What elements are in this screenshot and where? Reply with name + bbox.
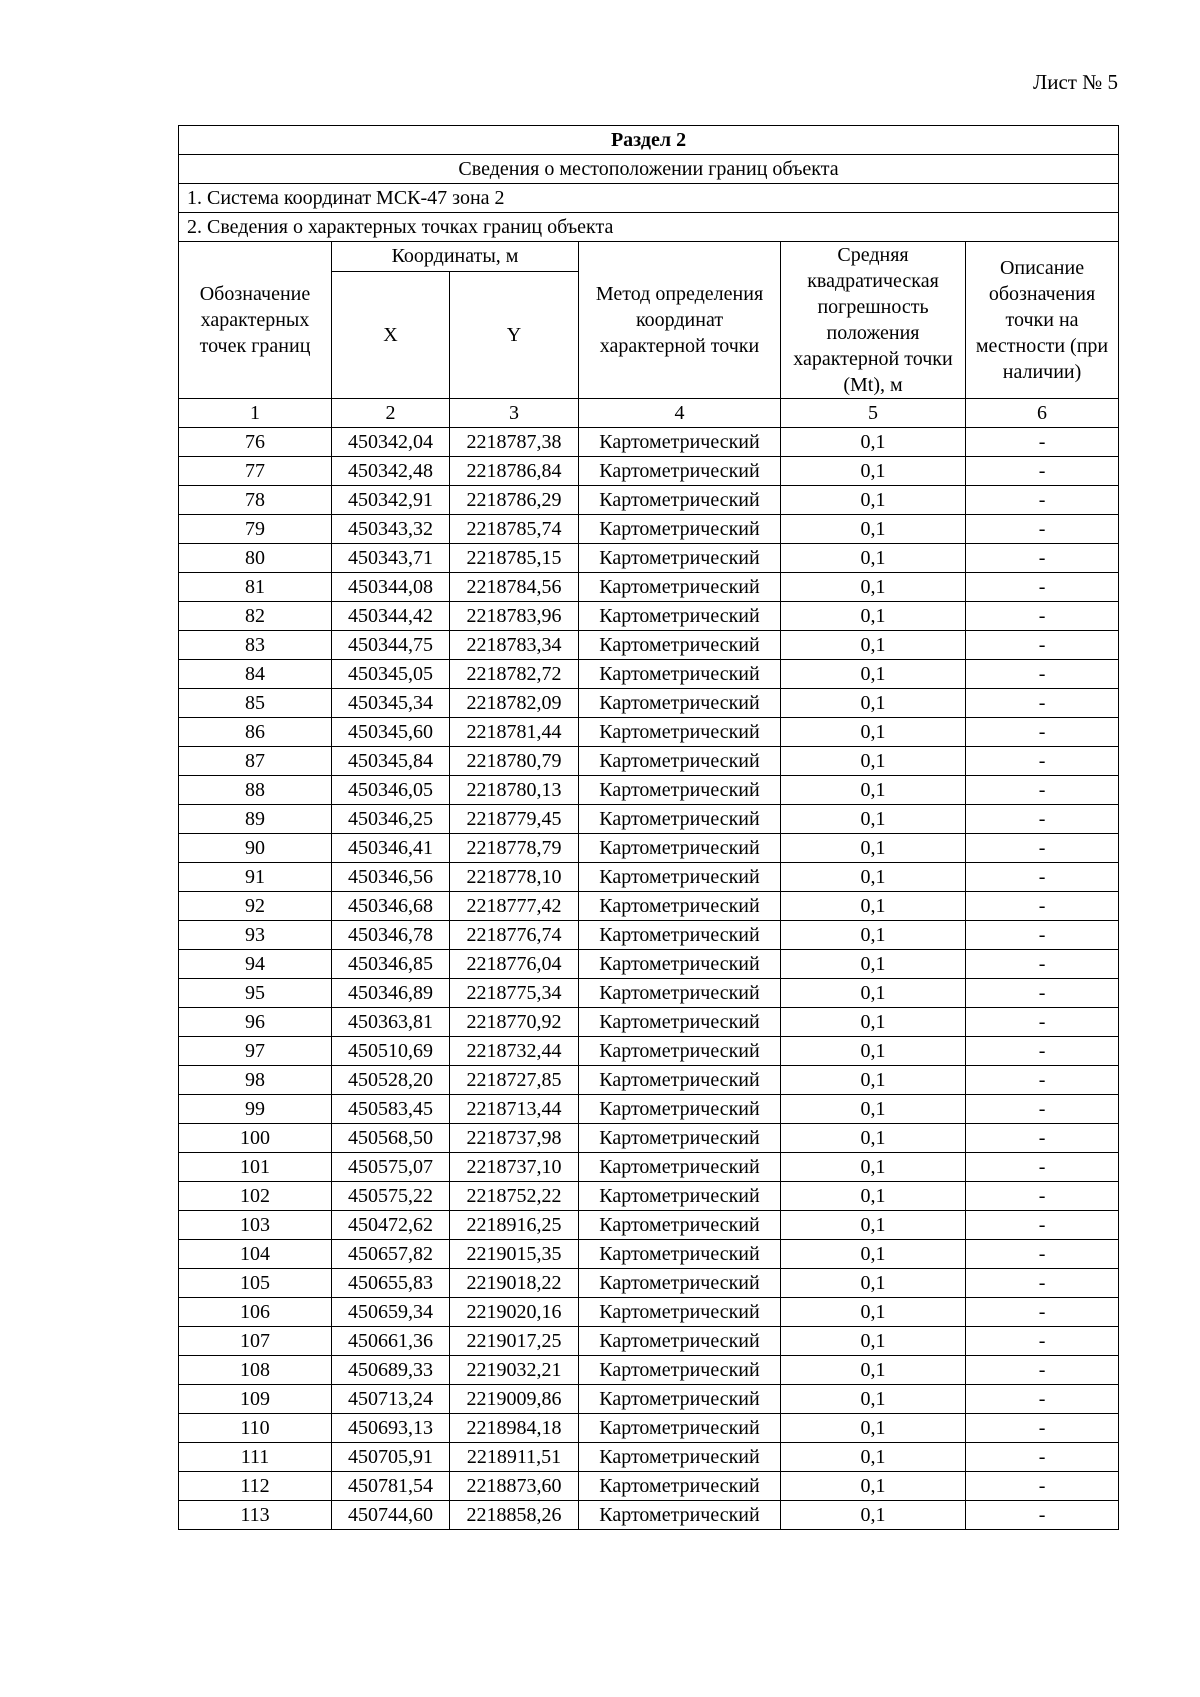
description-cell: - <box>966 428 1119 457</box>
point-number-cell: 102 <box>179 1182 332 1211</box>
description-cell: - <box>966 776 1119 805</box>
column-number: 2 <box>332 399 450 428</box>
point-number-cell: 79 <box>179 515 332 544</box>
error-cell: 0,1 <box>781 1153 966 1182</box>
description-cell: - <box>966 1066 1119 1095</box>
x-coordinate-cell: 450342,48 <box>332 457 450 486</box>
y-coordinate-cell: 2218777,42 <box>450 892 579 921</box>
table-row <box>179 544 1119 573</box>
table-row <box>179 1211 1119 1240</box>
description-cell: - <box>966 1472 1119 1501</box>
description-cell: - <box>966 892 1119 921</box>
method-cell: Картометрический <box>579 457 781 486</box>
x-coordinate-cell: 450346,41 <box>332 834 450 863</box>
table-row <box>179 428 1119 457</box>
x-coordinate-cell: 450575,22 <box>332 1182 450 1211</box>
x-coordinate-cell: 450744,60 <box>332 1501 450 1530</box>
x-coordinate-cell: 450346,05 <box>332 776 450 805</box>
description-cell: - <box>966 660 1119 689</box>
y-coordinate-cell: 2218770,92 <box>450 1008 579 1037</box>
description-cell: - <box>966 1240 1119 1269</box>
table-row <box>179 1269 1119 1298</box>
column-number: 6 <box>966 399 1119 428</box>
description-cell: - <box>966 602 1119 631</box>
table-row <box>179 776 1119 805</box>
point-number-cell: 101 <box>179 1153 332 1182</box>
table-row <box>179 747 1119 776</box>
table-row <box>179 602 1119 631</box>
point-number-cell: 100 <box>179 1124 332 1153</box>
description-cell: - <box>966 979 1119 1008</box>
table-row <box>179 1472 1119 1501</box>
table-row <box>179 1298 1119 1327</box>
x-coordinate-cell: 450659,34 <box>332 1298 450 1327</box>
table-row <box>179 863 1119 892</box>
point-number-cell: 104 <box>179 1240 332 1269</box>
point-number-cell: 105 <box>179 1269 332 1298</box>
error-cell: 0,1 <box>781 1037 966 1066</box>
method-cell: Картометрический <box>579 1385 781 1414</box>
header-method: Метод определения координат характерной точки <box>579 242 781 399</box>
error-cell: 0,1 <box>781 921 966 950</box>
method-cell: Картометрический <box>579 979 781 1008</box>
boundary-points-table <box>178 125 1119 1530</box>
error-cell: 0,1 <box>781 1182 966 1211</box>
column-number: 4 <box>579 399 781 428</box>
method-cell: Картометрический <box>579 1356 781 1385</box>
error-cell: 0,1 <box>781 1095 966 1124</box>
point-number-cell: 84 <box>179 660 332 689</box>
error-cell: 0,1 <box>781 457 966 486</box>
method-cell: Картометрический <box>579 1182 781 1211</box>
y-coordinate-cell: 2218780,13 <box>450 776 579 805</box>
point-number-cell: 109 <box>179 1385 332 1414</box>
error-cell: 0,1 <box>781 747 966 776</box>
method-cell: Картометрический <box>579 486 781 515</box>
point-number-cell: 103 <box>179 1211 332 1240</box>
table-row <box>179 950 1119 979</box>
description-cell: - <box>966 718 1119 747</box>
x-coordinate-cell: 450346,25 <box>332 805 450 834</box>
table-row <box>179 1095 1119 1124</box>
y-coordinate-cell: 2218778,79 <box>450 834 579 863</box>
table-row <box>179 486 1119 515</box>
table-row <box>179 1385 1119 1414</box>
point-number-cell: 96 <box>179 1008 332 1037</box>
point-number-cell: 82 <box>179 602 332 631</box>
header-designation: Обозначение характерных точек границ <box>179 242 332 399</box>
description-cell: - <box>966 515 1119 544</box>
description-cell: - <box>966 921 1119 950</box>
method-cell: Картометрический <box>579 573 781 602</box>
x-coordinate-cell: 450575,07 <box>332 1153 450 1182</box>
point-number-cell: 90 <box>179 834 332 863</box>
points-heading: 2. Сведения о характерных точках границ объекта <box>179 213 1119 242</box>
x-coordinate-cell: 450583,45 <box>332 1095 450 1124</box>
y-coordinate-cell: 2218781,44 <box>450 718 579 747</box>
description-cell: - <box>966 1095 1119 1124</box>
point-number-cell: 92 <box>179 892 332 921</box>
x-coordinate-cell: 450345,05 <box>332 660 450 689</box>
header-coordinates: Координаты, м <box>332 242 579 272</box>
point-number-cell: 111 <box>179 1443 332 1472</box>
table-row <box>179 1240 1119 1269</box>
header-y: Y <box>450 271 579 398</box>
y-coordinate-cell: 2218776,74 <box>450 921 579 950</box>
x-coordinate-cell: 450346,78 <box>332 921 450 950</box>
error-cell: 0,1 <box>781 486 966 515</box>
x-coordinate-cell: 450346,56 <box>332 863 450 892</box>
error-cell: 0,1 <box>781 1269 966 1298</box>
error-cell: 0,1 <box>781 544 966 573</box>
x-coordinate-cell: 450705,91 <box>332 1443 450 1472</box>
method-cell: Картометрический <box>579 1269 781 1298</box>
description-cell: - <box>966 1443 1119 1472</box>
method-cell: Картометрический <box>579 602 781 631</box>
description-cell: - <box>966 1356 1119 1385</box>
error-cell: 0,1 <box>781 1240 966 1269</box>
description-cell: - <box>966 1501 1119 1530</box>
x-coordinate-cell: 450510,69 <box>332 1037 450 1066</box>
method-cell: Картометрический <box>579 631 781 660</box>
table-row <box>179 1501 1119 1530</box>
description-cell: - <box>966 631 1119 660</box>
y-coordinate-cell: 2219017,25 <box>450 1327 579 1356</box>
method-cell: Картометрический <box>579 1298 781 1327</box>
method-cell: Картометрический <box>579 544 781 573</box>
method-cell: Картометрический <box>579 1153 781 1182</box>
y-coordinate-cell: 2218732,44 <box>450 1037 579 1066</box>
y-coordinate-cell: 2219018,22 <box>450 1269 579 1298</box>
point-number-cell: 80 <box>179 544 332 573</box>
point-number-cell: 98 <box>179 1066 332 1095</box>
method-cell: Картометрический <box>579 718 781 747</box>
table-row <box>179 892 1119 921</box>
point-number-cell: 77 <box>179 457 332 486</box>
error-cell: 0,1 <box>781 428 966 457</box>
x-coordinate-cell: 450689,33 <box>332 1356 450 1385</box>
error-cell: 0,1 <box>781 1066 966 1095</box>
description-cell: - <box>966 1008 1119 1037</box>
description-cell: - <box>966 1385 1119 1414</box>
error-cell: 0,1 <box>781 834 966 863</box>
y-coordinate-cell: 2218785,15 <box>450 544 579 573</box>
x-coordinate-cell: 450657,82 <box>332 1240 450 1269</box>
y-coordinate-cell: 2218787,38 <box>450 428 579 457</box>
error-cell: 0,1 <box>781 1211 966 1240</box>
table-row <box>179 573 1119 602</box>
point-number-cell: 81 <box>179 573 332 602</box>
description-cell: - <box>966 1298 1119 1327</box>
section-title: Раздел 2 <box>179 126 1119 155</box>
error-cell: 0,1 <box>781 1414 966 1443</box>
table-row <box>179 1182 1119 1211</box>
method-cell: Картометрический <box>579 1501 781 1530</box>
error-cell: 0,1 <box>781 689 966 718</box>
description-cell: - <box>966 950 1119 979</box>
table-row <box>179 631 1119 660</box>
point-number-cell: 95 <box>179 979 332 1008</box>
table-row <box>179 1327 1119 1356</box>
method-cell: Картометрический <box>579 1240 781 1269</box>
y-coordinate-cell: 2218984,18 <box>450 1414 579 1443</box>
error-cell: 0,1 <box>781 1385 966 1414</box>
table-row <box>179 515 1119 544</box>
table-row <box>179 1008 1119 1037</box>
x-coordinate-cell: 450345,84 <box>332 747 450 776</box>
method-cell: Картометрический <box>579 834 781 863</box>
point-number-cell: 107 <box>179 1327 332 1356</box>
error-cell: 0,1 <box>781 1501 966 1530</box>
x-coordinate-cell: 450343,32 <box>332 515 450 544</box>
point-number-cell: 93 <box>179 921 332 950</box>
description-cell: - <box>966 834 1119 863</box>
point-number-cell: 97 <box>179 1037 332 1066</box>
point-number-cell: 94 <box>179 950 332 979</box>
error-cell: 0,1 <box>781 602 966 631</box>
y-coordinate-cell: 2218782,09 <box>450 689 579 718</box>
description-cell: - <box>966 1211 1119 1240</box>
x-coordinate-cell: 450345,34 <box>332 689 450 718</box>
point-number-cell: 76 <box>179 428 332 457</box>
error-cell: 0,1 <box>781 631 966 660</box>
point-number-cell: 112 <box>179 1472 332 1501</box>
description-cell: - <box>966 1182 1119 1211</box>
point-number-cell: 83 <box>179 631 332 660</box>
error-cell: 0,1 <box>781 892 966 921</box>
y-coordinate-cell: 2218778,10 <box>450 863 579 892</box>
x-coordinate-cell: 450781,54 <box>332 1472 450 1501</box>
table-row <box>179 979 1119 1008</box>
column-number: 3 <box>450 399 579 428</box>
y-coordinate-cell: 2218780,79 <box>450 747 579 776</box>
error-cell: 0,1 <box>781 515 966 544</box>
method-cell: Картометрический <box>579 689 781 718</box>
point-number-cell: 87 <box>179 747 332 776</box>
table-row <box>179 921 1119 950</box>
point-number-cell: 88 <box>179 776 332 805</box>
method-cell: Картометрический <box>579 776 781 805</box>
x-coordinate-cell: 450345,60 <box>332 718 450 747</box>
error-cell: 0,1 <box>781 1124 966 1153</box>
error-cell: 0,1 <box>781 776 966 805</box>
error-cell: 0,1 <box>781 863 966 892</box>
method-cell: Картометрический <box>579 428 781 457</box>
coordinate-system: 1. Система координат МСК-47 зона 2 <box>179 184 1119 213</box>
description-cell: - <box>966 1153 1119 1182</box>
error-cell: 0,1 <box>781 1008 966 1037</box>
y-coordinate-cell: 2218873,60 <box>450 1472 579 1501</box>
point-number-cell: 113 <box>179 1501 332 1530</box>
description-cell: - <box>966 1037 1119 1066</box>
description-cell: - <box>966 544 1119 573</box>
x-coordinate-cell: 450661,36 <box>332 1327 450 1356</box>
method-cell: Картометрический <box>579 747 781 776</box>
x-coordinate-cell: 450655,83 <box>332 1269 450 1298</box>
point-number-cell: 85 <box>179 689 332 718</box>
table-row <box>179 1414 1119 1443</box>
error-cell: 0,1 <box>781 1298 966 1327</box>
description-cell: - <box>966 689 1119 718</box>
table-row <box>179 689 1119 718</box>
y-coordinate-cell: 2218779,45 <box>450 805 579 834</box>
method-cell: Картометрический <box>579 921 781 950</box>
error-cell: 0,1 <box>781 573 966 602</box>
y-coordinate-cell: 2218783,34 <box>450 631 579 660</box>
header-x: X <box>332 271 450 398</box>
error-cell: 0,1 <box>781 660 966 689</box>
table-row <box>179 660 1119 689</box>
error-cell: 0,1 <box>781 1356 966 1385</box>
x-coordinate-cell: 450363,81 <box>332 1008 450 1037</box>
method-cell: Картометрический <box>579 660 781 689</box>
x-coordinate-cell: 450472,62 <box>332 1211 450 1240</box>
point-number-cell: 110 <box>179 1414 332 1443</box>
x-coordinate-cell: 450346,68 <box>332 892 450 921</box>
method-cell: Картометрический <box>579 892 781 921</box>
description-cell: - <box>966 863 1119 892</box>
method-cell: Картометрический <box>579 1414 781 1443</box>
error-cell: 0,1 <box>781 979 966 1008</box>
table-row <box>179 1066 1119 1095</box>
point-number-cell: 108 <box>179 1356 332 1385</box>
description-cell: - <box>966 1269 1119 1298</box>
y-coordinate-cell: 2218775,34 <box>450 979 579 1008</box>
error-cell: 0,1 <box>781 718 966 747</box>
y-coordinate-cell: 2219020,16 <box>450 1298 579 1327</box>
header-description: Описание обозначения точки на местности (при наличии) <box>966 242 1119 399</box>
point-number-cell: 106 <box>179 1298 332 1327</box>
table-row <box>179 718 1119 747</box>
y-coordinate-cell: 2218752,22 <box>450 1182 579 1211</box>
description-cell: - <box>966 1124 1119 1153</box>
method-cell: Картометрический <box>579 1037 781 1066</box>
method-cell: Картометрический <box>579 1472 781 1501</box>
point-number-cell: 89 <box>179 805 332 834</box>
x-coordinate-cell: 450568,50 <box>332 1124 450 1153</box>
x-coordinate-cell: 450344,75 <box>332 631 450 660</box>
x-coordinate-cell: 450693,13 <box>332 1414 450 1443</box>
y-coordinate-cell: 2218786,84 <box>450 457 579 486</box>
method-cell: Картометрический <box>579 1124 781 1153</box>
y-coordinate-cell: 2218916,25 <box>450 1211 579 1240</box>
method-cell: Картометрический <box>579 1327 781 1356</box>
description-cell: - <box>966 486 1119 515</box>
y-coordinate-cell: 2219009,86 <box>450 1385 579 1414</box>
y-coordinate-cell: 2218776,04 <box>450 950 579 979</box>
x-coordinate-cell: 450342,91 <box>332 486 450 515</box>
error-cell: 0,1 <box>781 1472 966 1501</box>
table-row <box>179 1356 1119 1385</box>
description-cell: - <box>966 573 1119 602</box>
x-coordinate-cell: 450344,42 <box>332 602 450 631</box>
x-coordinate-cell: 450346,85 <box>332 950 450 979</box>
table-row <box>179 1037 1119 1066</box>
x-coordinate-cell: 450343,71 <box>332 544 450 573</box>
y-coordinate-cell: 2218713,44 <box>450 1095 579 1124</box>
x-coordinate-cell: 450344,08 <box>332 573 450 602</box>
y-coordinate-cell: 2218737,98 <box>450 1124 579 1153</box>
error-cell: 0,1 <box>781 1327 966 1356</box>
y-coordinate-cell: 2218858,26 <box>450 1501 579 1530</box>
column-number: 1 <box>179 399 332 428</box>
y-coordinate-cell: 2218783,96 <box>450 602 579 631</box>
method-cell: Картометрический <box>579 515 781 544</box>
y-coordinate-cell: 2219032,21 <box>450 1356 579 1385</box>
sheet-number: Лист № 5 <box>1032 70 1118 94</box>
method-cell: Картометрический <box>579 1211 781 1240</box>
column-number: 5 <box>781 399 966 428</box>
y-coordinate-cell: 2218911,51 <box>450 1443 579 1472</box>
point-number-cell: 91 <box>179 863 332 892</box>
table-row <box>179 1153 1119 1182</box>
point-number-cell: 99 <box>179 1095 332 1124</box>
table-row <box>179 1124 1119 1153</box>
y-coordinate-cell: 2218737,10 <box>450 1153 579 1182</box>
y-coordinate-cell: 2218727,85 <box>450 1066 579 1095</box>
y-coordinate-cell: 2218784,56 <box>450 573 579 602</box>
table-row <box>179 834 1119 863</box>
section-subtitle: Сведения о местоположении границ объекта <box>179 155 1119 184</box>
header-error: Средняя квадратическая погрешность положения характерной точки (Mt), м <box>781 242 966 399</box>
y-coordinate-cell: 2218786,29 <box>450 486 579 515</box>
method-cell: Картометрический <box>579 1095 781 1124</box>
method-cell: Картометрический <box>579 1008 781 1037</box>
x-coordinate-cell: 450346,89 <box>332 979 450 1008</box>
y-coordinate-cell: 2218785,74 <box>450 515 579 544</box>
x-coordinate-cell: 450713,24 <box>332 1385 450 1414</box>
point-number-cell: 86 <box>179 718 332 747</box>
x-coordinate-cell: 450342,04 <box>332 428 450 457</box>
table-row <box>179 1443 1119 1472</box>
method-cell: Картометрический <box>579 863 781 892</box>
table-row <box>179 805 1119 834</box>
method-cell: Картометрический <box>579 1443 781 1472</box>
y-coordinate-cell: 2218782,72 <box>450 660 579 689</box>
point-number-cell: 78 <box>179 486 332 515</box>
description-cell: - <box>966 1414 1119 1443</box>
y-coordinate-cell: 2219015,35 <box>450 1240 579 1269</box>
error-cell: 0,1 <box>781 805 966 834</box>
error-cell: 0,1 <box>781 1443 966 1472</box>
description-cell: - <box>966 457 1119 486</box>
description-cell: - <box>966 747 1119 776</box>
method-cell: Картометрический <box>579 805 781 834</box>
x-coordinate-cell: 450528,20 <box>332 1066 450 1095</box>
method-cell: Картометрический <box>579 950 781 979</box>
error-cell: 0,1 <box>781 950 966 979</box>
table-row <box>179 457 1119 486</box>
description-cell: - <box>966 1327 1119 1356</box>
method-cell: Картометрический <box>579 1066 781 1095</box>
description-cell: - <box>966 805 1119 834</box>
